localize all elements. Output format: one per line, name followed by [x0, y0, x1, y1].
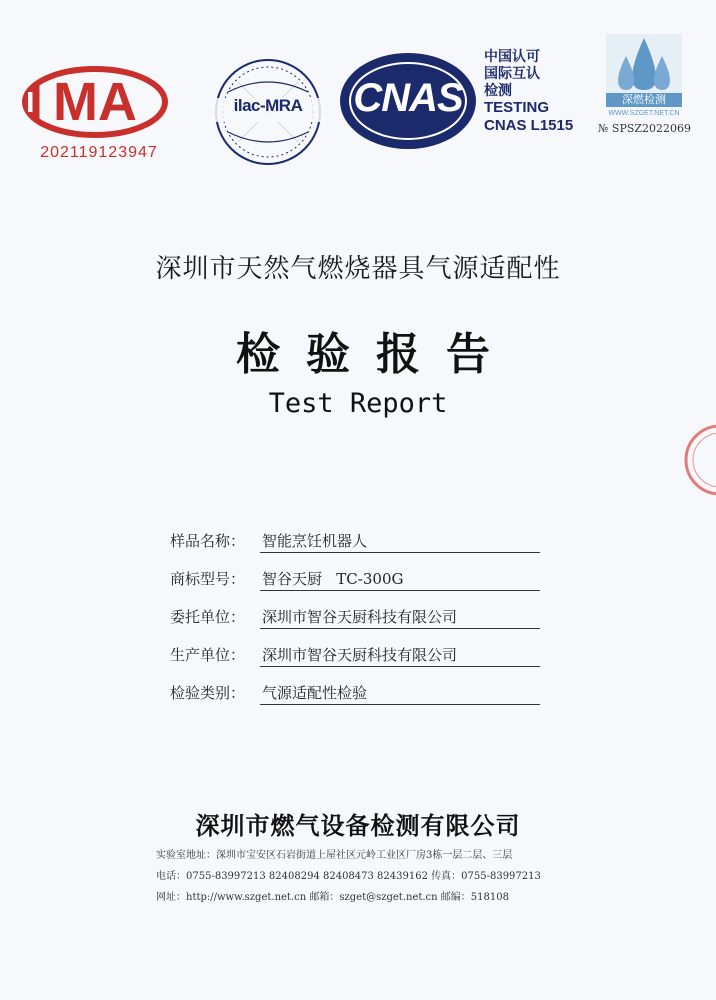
lab-address: 实验室地址：深圳市宝安区石岩街道上屋社区元岭工业区厂房3栋一层二层、三层 — [156, 850, 513, 861]
field-manufacturer — [170, 644, 550, 682]
field-label: 检验类别： — [170, 684, 246, 702]
field-label: 委托单位： — [170, 608, 246, 626]
cma-text: MA — [53, 72, 137, 132]
sample-info — [170, 530, 550, 720]
cnas-line-2: 国际互认 — [484, 65, 540, 81]
field-value: 深圳市智谷天厨科技有限公司 — [260, 644, 540, 667]
cnas-text: CNAS — [353, 76, 463, 120]
field-label: 样品名称： — [170, 532, 246, 550]
organization-name: 深圳市燃气设备检测有限公司 — [195, 812, 521, 840]
cma-logo — [20, 62, 170, 172]
field-label: 生产单位： — [170, 646, 246, 664]
field-trademark-model — [170, 568, 550, 606]
cnas-line-4: TESTING — [484, 99, 550, 116]
ilac-mra-logo — [208, 52, 328, 172]
cnas-line-5: CNAS L1515 — [484, 117, 574, 134]
field-value: 智能烹饪机器人 — [260, 530, 540, 553]
report-subtitle-cn: 深圳市天然气燃烧器具气源适配性 — [155, 254, 561, 284]
field-value: 智谷天厨 TC-300G — [260, 568, 540, 591]
field-value: 深圳市智谷天厨科技有限公司 — [260, 606, 540, 629]
field-label: 商标型号： — [170, 570, 246, 588]
szget-logo-url: WWW.SZGET.NET.CN — [608, 110, 680, 117]
report-title-en: Test Report — [268, 388, 448, 419]
cnas-line-1: 中国认可 — [484, 48, 540, 64]
web-email-postcode: 网址：http://www.szget.net.cn 邮箱：szget@szget.net.cn 邮编：518108 — [156, 892, 509, 903]
field-test-category — [170, 682, 550, 720]
cnas-accreditation-text — [484, 48, 594, 135]
ilac-text: ilac-MRA — [233, 96, 303, 115]
field-value: 气源适配性检验 — [260, 682, 540, 705]
cnas-logo — [338, 46, 478, 156]
cnas-line-3: 检测 — [484, 82, 512, 98]
report-number: № SPSZ2022069 — [598, 122, 692, 135]
seal-stamp-edge — [676, 420, 716, 500]
cma-number: 202119123947 — [40, 144, 158, 161]
phone-fax: 电话：0755-83997213 82408294 82408473 82439162 传真：0755-83997213 — [156, 871, 541, 882]
szget-logo — [606, 34, 682, 120]
szget-logo-name: 深燃检测 — [606, 93, 682, 107]
field-client — [170, 606, 550, 644]
field-sample-name — [170, 530, 550, 568]
report-title-cn: 检验报告 — [236, 329, 516, 380]
